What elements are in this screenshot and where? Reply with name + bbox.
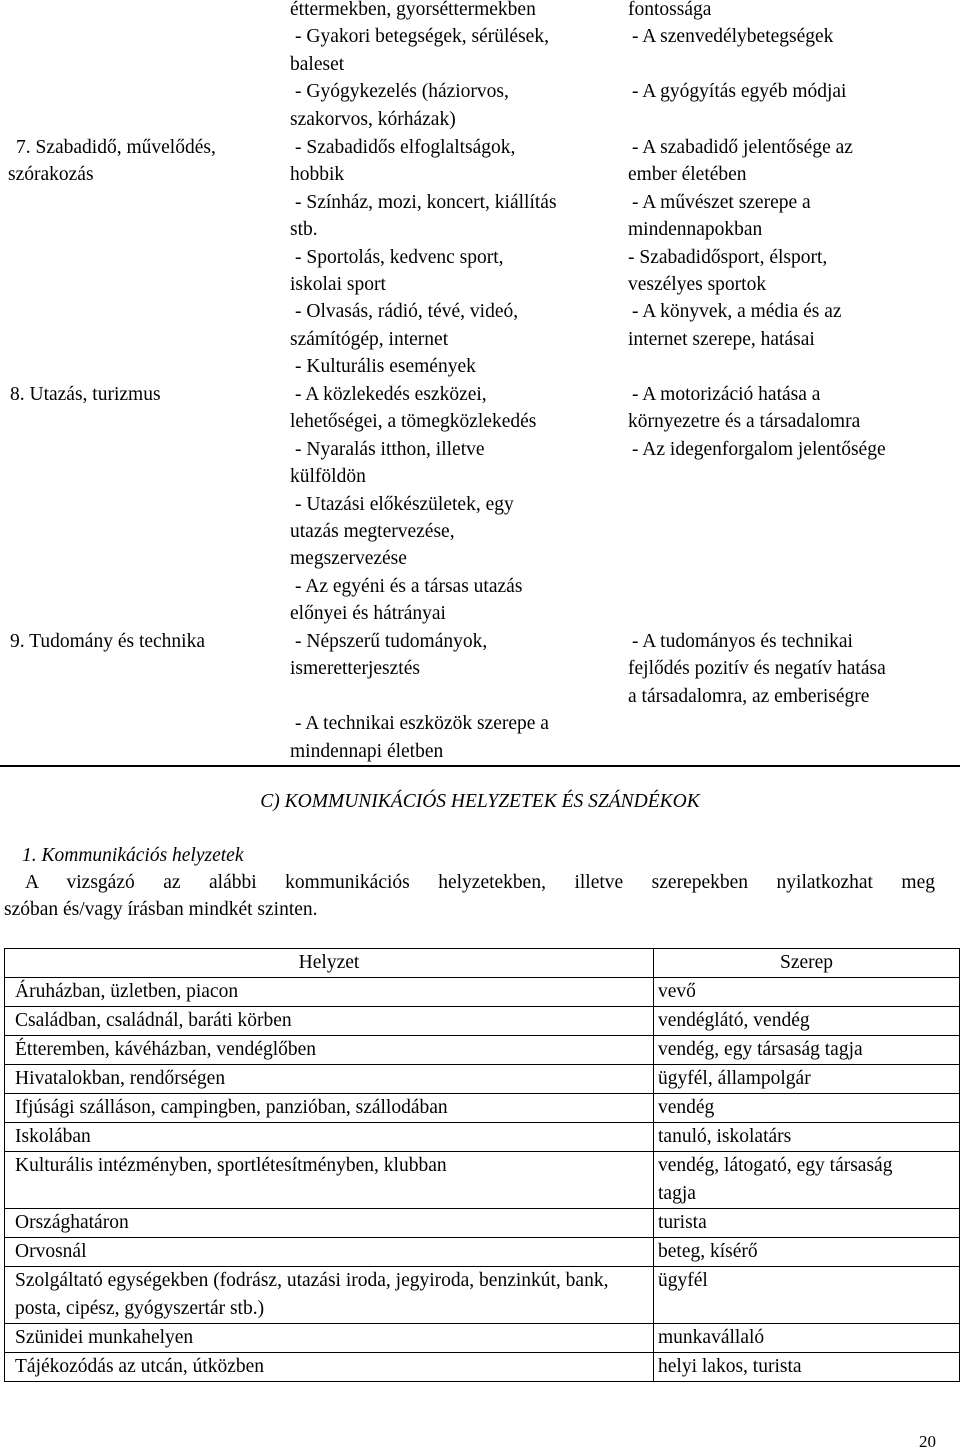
table-row [5,1123,960,1152]
text-line: 8. Utazás, turizmus [10,384,161,405]
situation-cell: Szünidei munkahelyen [5,1324,654,1353]
section-heading: C) KOMMUNIKÁCIÓS HELYZETEK ÉS SZÁNDÉKOK [260,791,700,812]
text-line: éttermekben, gyorséttermekben [290,0,536,20]
text-line: ember életében [628,164,747,186]
topic-9-col2 [290,628,620,765]
role-cell: ügyfél, állampolgár [654,1065,960,1094]
text-line: - A szenvedélybetegségek [632,26,834,48]
topic-8-col2 [290,381,620,628]
situation-cell: Iskolában [5,1123,654,1152]
text-line: - Olvasás, rádió, tévé, videó, [295,301,519,323]
text-line: - Gyakori betegségek, sérülések, [295,26,549,48]
situation-cell: Hivatalokban, rendőrségen [5,1065,654,1094]
situation-cell: Országhatáron [5,1209,654,1238]
table-row [5,1209,960,1238]
table-bottom-rule [0,765,960,767]
text-line: előnyei és hátrányai [290,603,446,625]
subheading: 1. Kommunikációs helyzetek [22,845,244,866]
text-line: - A művészet szerepe a [632,191,811,213]
situation-cell: Családban, családnál, baráti körben [5,1007,654,1036]
text-line: utazás megtervezése, [290,521,455,543]
role-cell: vendég, egy társaság tagja [654,1036,960,1065]
text-line: stb. [290,219,318,241]
text-line: baleset [290,53,345,75]
text-line: - Sportolás, kedvenc sport, [295,246,504,268]
table-header-row [5,949,960,978]
text-line: - Az egyéni és a társas utazás [295,575,523,597]
table-row [5,1324,960,1353]
text-line: mindennapi életben [290,740,444,762]
table-row [5,978,960,1007]
intro-line-2: szóban és/vagy írásban mindkét szinten. [4,899,318,921]
situation-cell: Szolgáltató egységekben (fodrász, utazási iroda, jegyiroda, benzinkút, bank, posta, cipész, gyógyszertár stb.) [5,1267,654,1324]
text-line: szórakozás [8,164,94,186]
text-line: hobbik [290,164,345,186]
situation-cell: Ifjúsági szálláson, campingben, panzióban, szállodában [5,1094,654,1123]
intro-paragraph [0,869,935,924]
situation-cell: Étteremben, kávéházban, vendéglőben [5,1036,654,1065]
text-line: - A szabadidő jelentősége az [632,137,853,158]
role-cell: vevő [654,978,960,1007]
text-line: a társadalomra, az emberiségre [628,685,870,707]
cont-col3 [628,0,958,106]
table-row [5,1094,960,1123]
text-line: - Népszerű tudományok, [295,631,488,652]
role-cell: vendég [654,1094,960,1123]
text-line: - Szabadidősport, élsport, [628,246,828,268]
table-row [5,1036,960,1065]
situation-cell: Orvosnál [5,1238,654,1267]
text-line: - Nyaralás itthon, illetve [295,438,485,460]
text-line: környezetre és a társadalomra [628,411,861,433]
role-cell: beteg, kísérő [654,1238,960,1267]
text-line: - A motorizáció hatása a [632,384,821,405]
role-cell: helyi lakos, turista [654,1353,960,1382]
role-cell: ügyfél [654,1267,960,1324]
text-line [628,51,958,78]
text-line: számítógép, internet [290,328,449,350]
cont-col2 [290,0,620,133]
role-cell: turista [654,1209,960,1238]
header-role: Szerep [654,949,960,978]
topic-9-col3 [628,628,958,710]
table-row [5,1007,960,1036]
text-line: külföldön [290,466,366,488]
text-line: iskolai sport [290,274,386,296]
topic-8-title [10,381,161,408]
text-line: - Gyógykezelés (háziorvos, [295,81,509,103]
text-line: megszervezése [290,548,407,570]
text-line: 7. Szabadidő, művelődés, [16,137,216,158]
text-line: fejlődés pozitív és negatív hatása [628,658,886,680]
text-line: internet szerepe, hatásai [628,328,815,350]
topic-7-col3 [628,134,958,353]
text-line: - A technikai eszközök szerepe a [295,713,549,735]
text-line: - A könyvek, a média és az [632,301,842,323]
table-row [5,1152,960,1209]
text-line: - Szabadidős elfoglaltságok, [295,137,516,158]
table-row [5,1065,960,1094]
role-cell: vendéglátó, vendég [654,1007,960,1036]
table-row [5,1267,960,1324]
topic-8-col3 [628,381,958,463]
table-row [5,1238,960,1267]
text-line: ismeretterjesztés [290,658,420,680]
role-cell: tanuló, iskolatárs [654,1123,960,1152]
role-cell: munkavállaló [654,1324,960,1353]
situation-cell: Kulturális intézményben, sportlétesítményben, klubban [5,1152,654,1209]
text-line: - Az idegenforgalom jelentősége [632,438,886,460]
situation-cell: Tájékozódás az utcán, útközben [5,1353,654,1382]
text-line: fontossága [628,0,712,20]
intro-line-1: A vizsgázó az alábbi kommunikációs helyzetekben, illetve szerepekben nyilatkozhat meg [25,872,935,893]
text-line: - A közlekedés eszközei, [295,384,487,405]
header-situation: Helyzet [5,949,654,978]
table-row [5,1353,960,1382]
text-line: - A gyógyítás egyéb módjai [632,81,847,103]
text-line: - Színház, mozi, koncert, kiállítás [295,191,557,213]
text-line: lehetőségei, a tömegközlekedés [290,411,537,433]
topic-9-title [10,628,205,655]
text-line: veszélyes sportok [628,274,767,296]
situations-table [4,948,960,1382]
page-number: 20 [919,1432,936,1451]
text-line: szakorvos, kórházak) [290,108,456,130]
role-cell: vendég, látogató, egy társaság tagja [654,1152,960,1209]
topic-7-title [8,134,216,189]
topic-7-col2 [290,134,620,381]
text-line: - Kulturális események [295,356,476,378]
text-line: mindennapokban [628,219,763,241]
situation-cell: Áruházban, üzletben, piacon [5,978,654,1007]
text-line: - A tudományos és technikai [632,631,853,652]
text-line [290,683,620,710]
text-line: 9. Tudomány és technika [10,631,205,652]
text-line: - Utazási előkészületek, egy [295,493,514,515]
